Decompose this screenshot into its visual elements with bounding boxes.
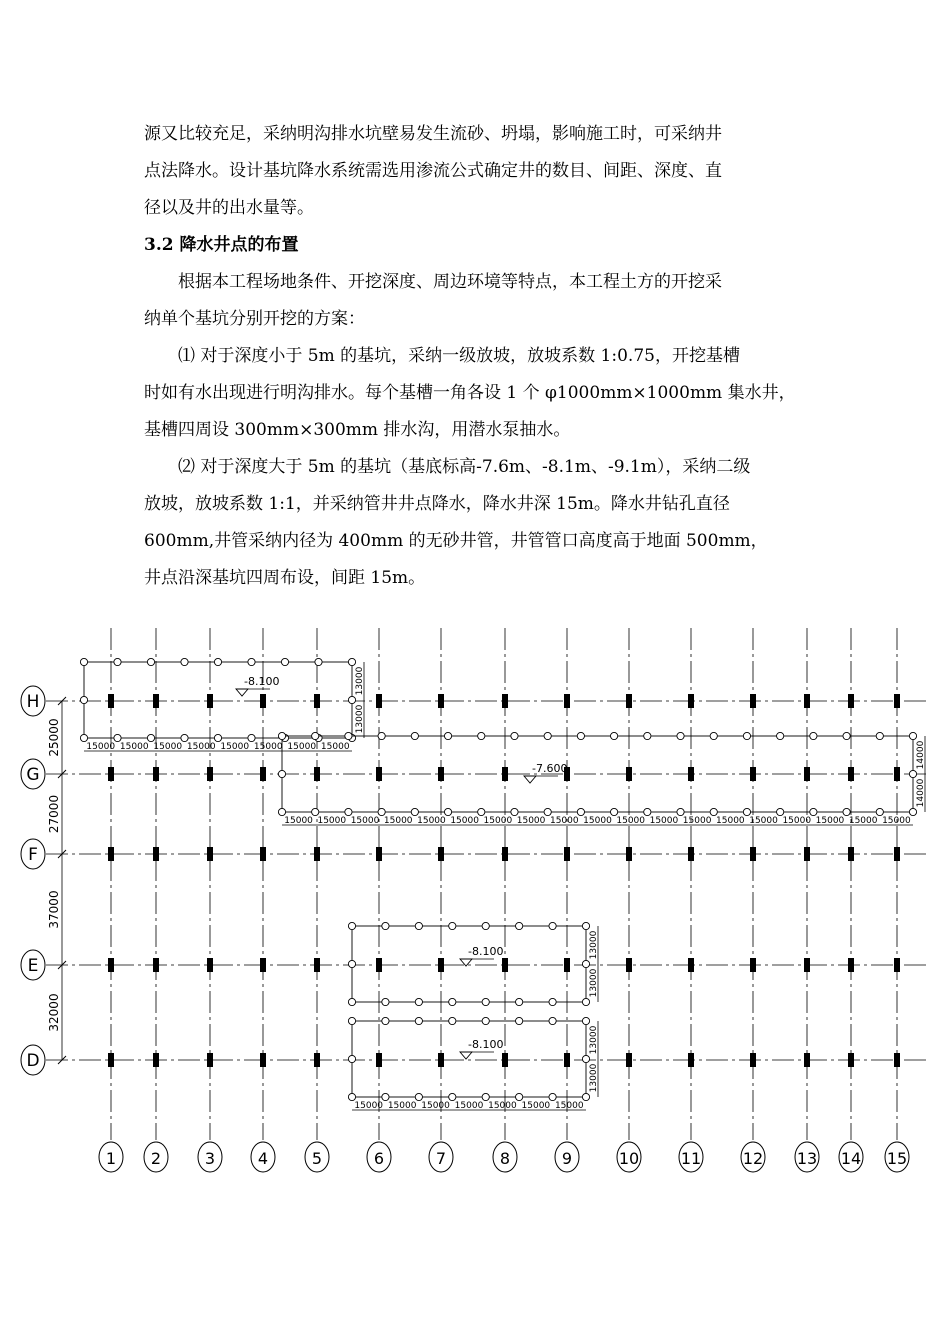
column-marker bbox=[750, 1053, 756, 1067]
well-point bbox=[544, 732, 551, 739]
well-point bbox=[482, 1017, 489, 1024]
column-marker bbox=[804, 1053, 810, 1067]
well-point bbox=[348, 1055, 355, 1062]
well-point bbox=[348, 658, 355, 665]
well-point bbox=[378, 808, 385, 815]
row-axis-label: F bbox=[28, 845, 38, 865]
column-marker bbox=[153, 767, 159, 781]
column-marker bbox=[438, 847, 444, 861]
well-point bbox=[278, 732, 285, 739]
pit-spacing-label: 15000 bbox=[284, 816, 313, 826]
well-point bbox=[348, 1017, 355, 1024]
column-marker bbox=[804, 847, 810, 861]
well-point bbox=[876, 808, 883, 815]
column-marker bbox=[626, 694, 632, 708]
well-point bbox=[315, 658, 322, 665]
column-marker bbox=[750, 767, 756, 781]
column-marker bbox=[108, 694, 114, 708]
well-point bbox=[278, 770, 285, 777]
pit-outline bbox=[352, 926, 586, 1002]
well-point bbox=[549, 1093, 556, 1100]
well-point bbox=[810, 808, 817, 815]
column-marker bbox=[314, 767, 320, 781]
pit-spacing-label: 15000 bbox=[848, 816, 878, 826]
well-point bbox=[444, 808, 451, 815]
well-point bbox=[147, 658, 154, 665]
column-marker bbox=[688, 767, 694, 781]
pit-spacing-label: 15000 bbox=[583, 816, 612, 826]
well-point bbox=[582, 960, 589, 967]
pit-spacing-label: 15000 bbox=[782, 816, 812, 826]
well-point bbox=[449, 922, 456, 929]
column-marker bbox=[108, 1053, 114, 1067]
column-marker bbox=[502, 694, 508, 708]
well-point bbox=[248, 658, 255, 665]
well-point bbox=[582, 1017, 589, 1024]
column-marker bbox=[314, 1053, 320, 1067]
column-marker bbox=[438, 767, 444, 781]
well-point bbox=[478, 808, 485, 815]
list-item-line: 时如有水出现进行明沟排水。每个基槽一角各设 1 个 φ1000mm×1000mm 集水井， bbox=[144, 383, 796, 403]
pit-spacing-label: 15000 bbox=[882, 816, 911, 826]
column-marker bbox=[207, 767, 213, 781]
pit-width-label: 13000 bbox=[355, 666, 365, 696]
pit-spacing-label: 15000 bbox=[549, 816, 579, 826]
well-point bbox=[511, 732, 518, 739]
row-axis-label: G bbox=[26, 765, 40, 785]
column-marker bbox=[626, 847, 632, 861]
column-axis-label: 9 bbox=[561, 1149, 573, 1168]
well-point bbox=[415, 922, 422, 929]
elevation-marker bbox=[524, 776, 536, 783]
row-axis-label: E bbox=[27, 956, 39, 976]
column-axis-label: 15 bbox=[886, 1149, 908, 1168]
list-item-line: 基槽四周设 300mm×300mm 排水沟，用潜水泵抽水。 bbox=[144, 420, 571, 440]
well-point bbox=[582, 1093, 589, 1100]
pit-spacing-label: 15000 bbox=[119, 742, 149, 752]
well-point bbox=[516, 922, 523, 929]
elevation-label: -7.600 bbox=[532, 762, 568, 775]
well-point bbox=[482, 998, 489, 1005]
body-text bbox=[144, 116, 824, 597]
column-axis-label: 12 bbox=[742, 1149, 764, 1168]
well-point bbox=[382, 1093, 389, 1100]
column-marker bbox=[314, 958, 320, 972]
well-point bbox=[582, 998, 589, 1005]
column-marker bbox=[153, 847, 159, 861]
column-axis-label: 13 bbox=[796, 1149, 818, 1168]
column-marker bbox=[376, 1053, 382, 1067]
paragraph-line: 点法降水。设计基坑降水系统需选用渗流公式确定井的数目、间距、深度、直 bbox=[144, 161, 722, 181]
column-marker bbox=[260, 694, 266, 708]
column-marker bbox=[564, 958, 570, 972]
well-point bbox=[644, 732, 651, 739]
pit-spacing-label: 15000 bbox=[287, 742, 317, 752]
column-axis-label: 3 bbox=[204, 1149, 216, 1168]
well-point bbox=[582, 1055, 589, 1062]
well-point bbox=[710, 808, 717, 815]
column-marker bbox=[108, 847, 114, 861]
column-axis-label: 8 bbox=[499, 1149, 511, 1168]
well-point bbox=[449, 1093, 456, 1100]
column-marker bbox=[626, 767, 632, 781]
well-point bbox=[677, 808, 684, 815]
row-axis-label: H bbox=[26, 692, 40, 712]
column-marker bbox=[848, 694, 854, 708]
pit-width-label: 14000 bbox=[916, 740, 926, 770]
column-marker bbox=[564, 847, 570, 861]
well-point bbox=[378, 732, 385, 739]
well-point bbox=[743, 732, 750, 739]
pit-width-label: 14000 bbox=[916, 778, 926, 808]
well-point bbox=[482, 922, 489, 929]
well-point bbox=[909, 808, 916, 815]
pit-spacing-label: 15000 bbox=[387, 1101, 417, 1111]
column-marker bbox=[688, 1053, 694, 1067]
pit-width-label: 13000 bbox=[589, 1063, 599, 1093]
column-marker bbox=[750, 847, 756, 861]
well-point bbox=[415, 1017, 422, 1024]
elevation-label: -8.100 bbox=[468, 945, 504, 958]
well-point bbox=[544, 808, 551, 815]
well-point bbox=[114, 658, 121, 665]
well-point bbox=[348, 696, 355, 703]
column-marker bbox=[207, 694, 213, 708]
column-axis-label: 6 bbox=[373, 1149, 385, 1168]
column-axis-label: 14 bbox=[840, 1149, 862, 1168]
column-marker bbox=[564, 694, 570, 708]
column-marker bbox=[804, 958, 810, 972]
column-marker bbox=[626, 1053, 632, 1067]
column-marker bbox=[260, 767, 266, 781]
well-point bbox=[312, 732, 319, 739]
list-item-line: ⑵ 对于深度大于 5m 的基坑（基底标高-7.6m、-8.1m、-9.1m），采纳二级 bbox=[178, 457, 751, 477]
well-point bbox=[582, 922, 589, 929]
column-marker bbox=[108, 958, 114, 972]
column-marker bbox=[804, 694, 810, 708]
well-point bbox=[80, 696, 87, 703]
pit-spacing-label: 15000 bbox=[220, 742, 250, 752]
well-point bbox=[80, 734, 87, 741]
well-point bbox=[415, 998, 422, 1005]
pit-width-label: 13000 bbox=[589, 1025, 599, 1055]
column-marker bbox=[894, 958, 900, 972]
column-marker bbox=[207, 847, 213, 861]
section-heading: 3.2 降水井点的布置 bbox=[144, 235, 299, 255]
well-point bbox=[710, 732, 717, 739]
column-marker bbox=[108, 767, 114, 781]
pit-spacing-label: 15000 bbox=[521, 1101, 551, 1111]
pit-spacing-label: 15000 bbox=[317, 816, 347, 826]
well-point bbox=[909, 770, 916, 777]
list-item-line: 放坡，放坡系数 1:1，并采纳管井井点降水，降水井深 15m。降水井钻孔直径 bbox=[144, 494, 730, 514]
elevation-marker bbox=[460, 1052, 472, 1059]
column-marker bbox=[260, 958, 266, 972]
well-point bbox=[577, 732, 584, 739]
well-point bbox=[909, 732, 916, 739]
row-axis-label: D bbox=[26, 1051, 40, 1071]
well-point bbox=[449, 1017, 456, 1024]
pit-width-label: 13000 bbox=[589, 968, 599, 998]
column-axis-label: 2 bbox=[150, 1149, 162, 1168]
column-marker bbox=[153, 694, 159, 708]
well-point bbox=[278, 808, 285, 815]
paragraph-line: 根据本工程场地条件、开挖深度、周边环境等特点，本工程土方的开挖采 bbox=[178, 272, 722, 292]
well-point bbox=[549, 922, 556, 929]
pit-spacing-label: 15000 bbox=[186, 742, 216, 752]
row-spacing-label: 27000 bbox=[47, 794, 61, 834]
column-axis-label: 7 bbox=[435, 1149, 447, 1168]
well-point bbox=[214, 734, 221, 741]
well-point bbox=[214, 658, 221, 665]
well-point bbox=[281, 658, 288, 665]
well-point bbox=[80, 658, 87, 665]
column-marker bbox=[438, 694, 444, 708]
paragraph-line: 源又比较充足，采纳明沟排水坑壁易发生流砂、坍塌，影响施工时，可采纳井 bbox=[144, 124, 722, 144]
well-point bbox=[382, 1017, 389, 1024]
column-marker bbox=[502, 767, 508, 781]
column-marker bbox=[894, 694, 900, 708]
column-marker bbox=[894, 847, 900, 861]
well-point bbox=[348, 922, 355, 929]
row-spacing-label: 37000 bbox=[47, 890, 61, 929]
column-marker bbox=[688, 694, 694, 708]
well-point bbox=[611, 808, 618, 815]
column-marker bbox=[260, 1053, 266, 1067]
pit-outline bbox=[352, 1021, 586, 1097]
column-marker bbox=[438, 958, 444, 972]
well-point bbox=[444, 732, 451, 739]
row-spacing-label: 25000 bbox=[47, 718, 61, 757]
column-marker bbox=[207, 1053, 213, 1067]
pit-spacing-label: 15000 bbox=[815, 816, 845, 826]
well-point bbox=[181, 658, 188, 665]
column-marker bbox=[260, 847, 266, 861]
column-marker bbox=[376, 958, 382, 972]
pit-spacing-label: 15000 bbox=[86, 742, 116, 752]
column-axis-label: 1 bbox=[105, 1149, 117, 1168]
well-point bbox=[248, 734, 255, 741]
pit-spacing-label: 15000 bbox=[417, 816, 446, 826]
column-marker bbox=[848, 847, 854, 861]
pit-spacing-label: 15000 bbox=[682, 816, 712, 826]
pit-spacing-label: 15000 bbox=[354, 1101, 384, 1111]
pit-spacing-label: 15000 bbox=[649, 816, 679, 826]
column-marker bbox=[626, 958, 632, 972]
column-marker bbox=[848, 1053, 854, 1067]
well-point bbox=[147, 734, 154, 741]
column-marker bbox=[750, 694, 756, 708]
row-spacing-label: 32000 bbox=[47, 993, 61, 1032]
elevation-label: -8.100 bbox=[244, 675, 280, 688]
pit-spacing-label: 15000 bbox=[383, 816, 413, 826]
well-point bbox=[516, 998, 523, 1005]
well-point bbox=[677, 732, 684, 739]
column-marker bbox=[438, 1053, 444, 1067]
well-point bbox=[312, 808, 319, 815]
pit-spacing-label: 15000 bbox=[516, 816, 546, 826]
column-marker bbox=[376, 767, 382, 781]
column-marker bbox=[750, 958, 756, 972]
well-point bbox=[411, 732, 418, 739]
column-marker bbox=[502, 1053, 508, 1067]
well-point bbox=[415, 1093, 422, 1100]
column-marker bbox=[314, 847, 320, 861]
column-marker bbox=[153, 958, 159, 972]
well-point bbox=[382, 922, 389, 929]
elevation-label: -8.100 bbox=[468, 1038, 504, 1051]
column-marker bbox=[688, 958, 694, 972]
well-point bbox=[611, 732, 618, 739]
pit-spacing-label: 15000 bbox=[749, 816, 778, 826]
well-point bbox=[449, 998, 456, 1005]
paragraph-line: 纳单个基坑分别开挖的方案： bbox=[144, 309, 365, 329]
well-point bbox=[511, 808, 518, 815]
well-point bbox=[810, 732, 817, 739]
well-point bbox=[843, 808, 850, 815]
well-point bbox=[577, 808, 584, 815]
well-point bbox=[348, 998, 355, 1005]
pit-spacing-label: 15000 bbox=[483, 816, 513, 826]
well-point bbox=[114, 734, 121, 741]
well-point bbox=[876, 732, 883, 739]
column-marker bbox=[564, 1053, 570, 1067]
pit-spacing-label: 15000 bbox=[421, 1101, 450, 1111]
paragraph-line: 径以及井的出水量等。 bbox=[144, 198, 314, 218]
well-point bbox=[345, 732, 352, 739]
well-point bbox=[348, 1093, 355, 1100]
elevation-marker bbox=[236, 689, 248, 696]
well-point bbox=[382, 998, 389, 1005]
column-marker bbox=[502, 958, 508, 972]
well-point bbox=[516, 1093, 523, 1100]
column-marker bbox=[848, 767, 854, 781]
pit-spacing-label: 15000 bbox=[488, 1101, 517, 1111]
pit-width-label: 13000 bbox=[355, 704, 365, 734]
well-point bbox=[743, 808, 750, 815]
column-marker bbox=[894, 1053, 900, 1067]
pit-spacing-label: 15000 bbox=[153, 742, 183, 752]
column-marker bbox=[153, 1053, 159, 1067]
well-point bbox=[478, 732, 485, 739]
column-axis-label: 11 bbox=[680, 1149, 702, 1168]
pit-spacing-label: 15000 bbox=[454, 1101, 484, 1111]
column-marker bbox=[376, 847, 382, 861]
column-marker bbox=[314, 694, 320, 708]
column-marker bbox=[894, 767, 900, 781]
column-marker bbox=[688, 847, 694, 861]
well-point bbox=[549, 998, 556, 1005]
list-item-line: ⑴ 对于深度小于 5m 的基坑，采纳一级放坡，放坡系数 1:0.75，开挖基槽 bbox=[178, 346, 740, 366]
pit-spacing-label: 15000 bbox=[616, 816, 646, 826]
well-point bbox=[516, 1017, 523, 1024]
column-axis-label: 5 bbox=[311, 1149, 323, 1168]
well-point bbox=[411, 808, 418, 815]
well-point bbox=[549, 1017, 556, 1024]
column-marker bbox=[376, 694, 382, 708]
pit-spacing-label: 15000 bbox=[350, 816, 380, 826]
well-point bbox=[482, 1093, 489, 1100]
pit-spacing-label: 15000 bbox=[253, 742, 283, 752]
well-point bbox=[348, 960, 355, 967]
well-point bbox=[777, 808, 784, 815]
pit-spacing-label: 15000 bbox=[320, 742, 350, 752]
pit-width-label: 13000 bbox=[589, 930, 599, 960]
well-point bbox=[345, 808, 352, 815]
well-point bbox=[181, 734, 188, 741]
column-marker bbox=[848, 958, 854, 972]
well-point bbox=[843, 732, 850, 739]
column-marker bbox=[207, 958, 213, 972]
list-item-line: 井点沿深基坑四周布设，间距 15m。 bbox=[144, 568, 426, 588]
well-point-layout-plan bbox=[0, 600, 950, 1200]
pit-spacing-label: 15000 bbox=[554, 1101, 584, 1111]
column-axis-label: 10 bbox=[618, 1149, 640, 1168]
column-marker bbox=[804, 767, 810, 781]
list-item-line: 600mm,井管采纳内径为 400mm 的无砂井管，井管管口高度高于地面 500mm， bbox=[144, 531, 768, 551]
column-axis-label: 4 bbox=[257, 1149, 269, 1168]
pit-spacing-label: 15000 bbox=[716, 816, 745, 826]
well-point bbox=[777, 732, 784, 739]
pit-outline bbox=[84, 662, 352, 738]
column-marker bbox=[502, 847, 508, 861]
well-point bbox=[644, 808, 651, 815]
pit-spacing-label: 15000 bbox=[450, 816, 479, 826]
